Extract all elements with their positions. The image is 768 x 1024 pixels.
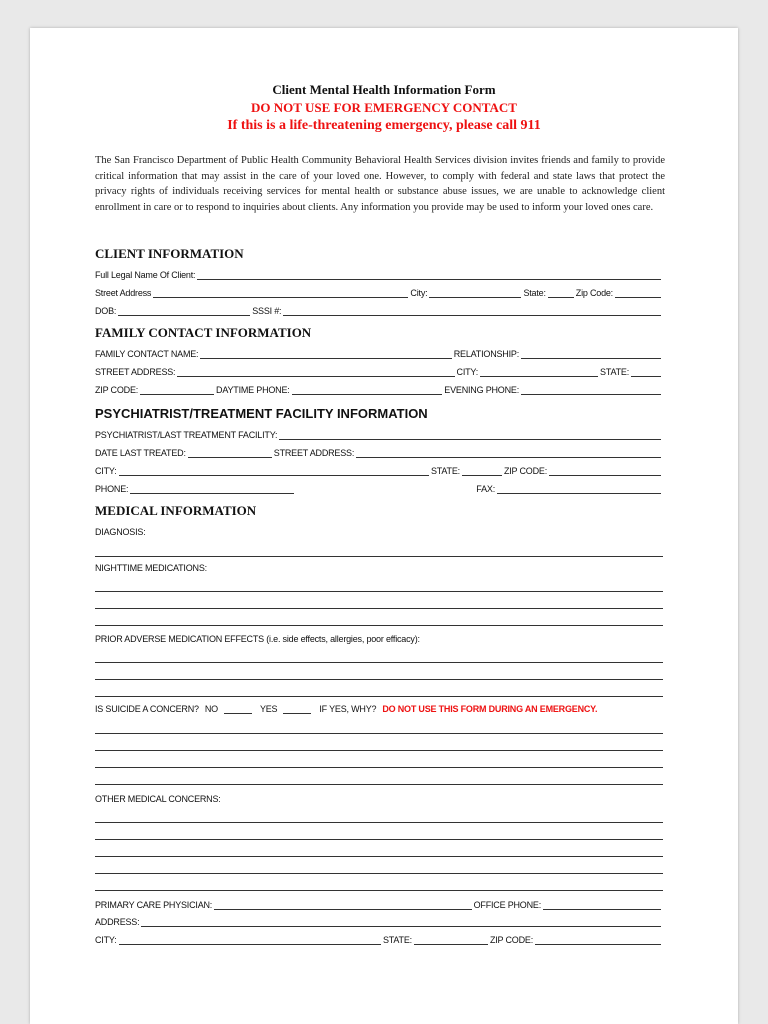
client-ssi-field[interactable] xyxy=(283,306,661,316)
diagnosis-row xyxy=(95,527,663,537)
other-concerns-line-2[interactable] xyxy=(95,839,663,840)
family-section-heading: FAMILY CONTACT INFORMATION xyxy=(95,325,312,340)
other-concerns-line-1[interactable] xyxy=(95,822,663,823)
intro-paragraph: The San Francisco Department of Public Health Community Behavioral Health Services division invites friends and family to provide critical information that may assist in the care of your loved one. However, to comply with federal and state laws that protect the privacy rights of individuals receiving services for mental health or substance abuse issues, we are unable to acknowledge client enrollment in care or to respond to inquiries about clients. Any information you provide may be used to inform your loved ones care. xyxy=(95,155,665,213)
suicide-no-field[interactable] xyxy=(224,704,252,714)
family-dayphone-label: DAYTIME PHONE: xyxy=(216,385,290,395)
suicide-line-4[interactable] xyxy=(95,784,663,785)
psych-date-row xyxy=(95,448,663,458)
psych-street-label: STREET ADDRESS: xyxy=(273,448,355,458)
psych-state-field[interactable] xyxy=(462,466,502,476)
suicide-warning: DO NOT USE THIS FORM DURING AN EMERGENCY. xyxy=(382,704,598,714)
client-ssi-label: SSSI #: xyxy=(252,306,282,316)
suicide-no-label: NO xyxy=(204,704,218,714)
suicide-line-1[interactable] xyxy=(95,733,663,734)
client-city-field[interactable] xyxy=(429,288,521,298)
psych-date-label: DATE LAST TREATED: xyxy=(95,448,186,458)
other-concerns-row xyxy=(95,794,663,804)
pcp-zip-field[interactable] xyxy=(535,935,661,945)
pcp-city-field[interactable] xyxy=(119,935,381,945)
psych-facility-label: PSYCHIATRIST/LAST TREATMENT FACILITY: xyxy=(95,430,278,440)
emergency-warning: DO NOT USE FOR EMERGENCY CONTACT xyxy=(251,100,517,115)
family-name-label: FAMILY CONTACT NAME: xyxy=(95,349,199,359)
psych-city-field[interactable] xyxy=(119,466,429,476)
psych-state-label: STATE: xyxy=(430,466,460,476)
psych-section-heading: PSYCHIATRIST/TREATMENT FACILITY INFORMATION xyxy=(95,406,428,421)
psych-phone-field[interactable] xyxy=(130,484,294,494)
nighttime-meds-label: NIGHTTIME MEDICATIONS: xyxy=(95,563,207,573)
client-section-heading: CLIENT INFORMATION xyxy=(95,246,244,261)
psych-zip-field[interactable] xyxy=(549,466,661,476)
family-zip-field[interactable] xyxy=(140,385,214,395)
family-dayphone-field[interactable] xyxy=(292,385,443,395)
family-evephone-label: EVENING PHONE: xyxy=(444,385,519,395)
pcp-city-row xyxy=(95,935,663,945)
suicide-line-3[interactable] xyxy=(95,767,663,768)
psych-city-label: CITY: xyxy=(95,466,117,476)
pcp-label: PRIMARY CARE PHYSICIAN: xyxy=(95,900,213,910)
family-relationship-label: RELATIONSHIP: xyxy=(453,349,519,359)
psych-facility-row xyxy=(95,430,663,440)
other-concerns-label: OTHER MEDICAL CONCERNS: xyxy=(95,794,221,804)
client-address-row xyxy=(95,288,663,298)
psych-zip-label: ZIP CODE: xyxy=(503,466,547,476)
form-title: Client Mental Health Information Form xyxy=(272,82,496,97)
suicide-row xyxy=(95,704,663,714)
family-evephone-field[interactable] xyxy=(521,385,661,395)
suicide-yes-field[interactable] xyxy=(283,704,311,714)
pcp-zip-label: ZIP CODE: xyxy=(489,935,533,945)
suicide-why-label: IF YES, WHY? xyxy=(319,704,377,714)
diagnosis-line[interactable] xyxy=(95,556,663,557)
client-name-row xyxy=(95,270,663,280)
client-city-label: City: xyxy=(410,288,428,298)
family-zip-label: ZIP CODE: xyxy=(95,385,139,395)
psych-facility-field[interactable] xyxy=(279,430,661,440)
nighttime-meds-row xyxy=(95,563,663,573)
pcp-address-label: ADDRESS: xyxy=(95,917,140,927)
family-address-row xyxy=(95,367,663,377)
adverse-effects-label: PRIOR ADVERSE MEDICATION EFFECTS (i.e. side effects, allergies, poor efficacy): xyxy=(95,634,420,644)
other-concerns-line-3[interactable] xyxy=(95,856,663,857)
pcp-state-field[interactable] xyxy=(414,935,488,945)
psych-street-field[interactable] xyxy=(356,448,661,458)
client-dob-field[interactable] xyxy=(118,306,250,316)
psych-fax-field[interactable] xyxy=(497,484,661,494)
client-name-label: Full Legal Name Of Client: xyxy=(95,270,196,280)
adverse-effects-line-2[interactable] xyxy=(95,679,663,680)
suicide-line-2[interactable] xyxy=(95,750,663,751)
client-street-field[interactable] xyxy=(153,288,408,298)
client-dob-row xyxy=(95,306,663,316)
family-street-label: STREET ADDRESS: xyxy=(95,367,176,377)
suicide-yes-label: YES xyxy=(259,704,278,714)
nighttime-meds-line-2[interactable] xyxy=(95,608,663,609)
nighttime-meds-line-3[interactable] xyxy=(95,625,663,626)
family-state-label: STATE: xyxy=(600,367,629,377)
office-phone-label: OFFICE PHONE: xyxy=(473,900,541,910)
family-state-field[interactable] xyxy=(631,367,661,377)
client-state-label: State: xyxy=(523,288,546,298)
client-dob-label: DOB: xyxy=(95,306,117,316)
family-city-field[interactable] xyxy=(480,367,598,377)
pcp-city-label: CITY: xyxy=(95,935,117,945)
pcp-address-row xyxy=(95,917,663,927)
psych-phone-label: PHONE: xyxy=(95,484,129,494)
adverse-effects-line-3[interactable] xyxy=(95,696,663,697)
emergency-notice: If this is a life-threatening emergency, please call 911 xyxy=(227,118,541,133)
family-phone-row xyxy=(95,385,663,395)
office-phone-field[interactable] xyxy=(543,900,661,910)
medical-section-heading: MEDICAL INFORMATION xyxy=(95,503,257,518)
client-state-field[interactable] xyxy=(548,288,574,298)
client-name-field[interactable] xyxy=(197,270,661,280)
other-concerns-line-5[interactable] xyxy=(95,890,663,891)
psych-city-row xyxy=(95,466,663,476)
family-city-label: CITY: xyxy=(456,367,479,377)
adverse-effects-line-1[interactable] xyxy=(95,662,663,663)
psych-fax-label: FAX: xyxy=(476,484,495,494)
client-zip-field[interactable] xyxy=(615,288,661,298)
psych-phone-row xyxy=(95,484,663,494)
pcp-field[interactable] xyxy=(214,900,471,910)
suicide-question-label: IS SUICIDE A CONCERN? xyxy=(95,704,199,714)
pcp-address-field[interactable] xyxy=(141,917,661,927)
family-name-row xyxy=(95,349,663,359)
family-street-field[interactable] xyxy=(177,367,454,377)
other-concerns-line-4[interactable] xyxy=(95,873,663,874)
family-name-field[interactable] xyxy=(200,349,451,359)
adverse-effects-row xyxy=(95,634,663,644)
client-street-label: Street Address xyxy=(95,288,152,298)
family-relationship-field[interactable] xyxy=(521,349,661,359)
pcp-row xyxy=(95,900,663,910)
diagnosis-label: DIAGNOSIS: xyxy=(95,527,146,537)
psych-date-field[interactable] xyxy=(188,448,272,458)
pcp-state-label: STATE: xyxy=(382,935,412,945)
client-zip-label: Zip Code: xyxy=(575,288,613,298)
nighttime-meds-line-1[interactable] xyxy=(95,591,663,592)
